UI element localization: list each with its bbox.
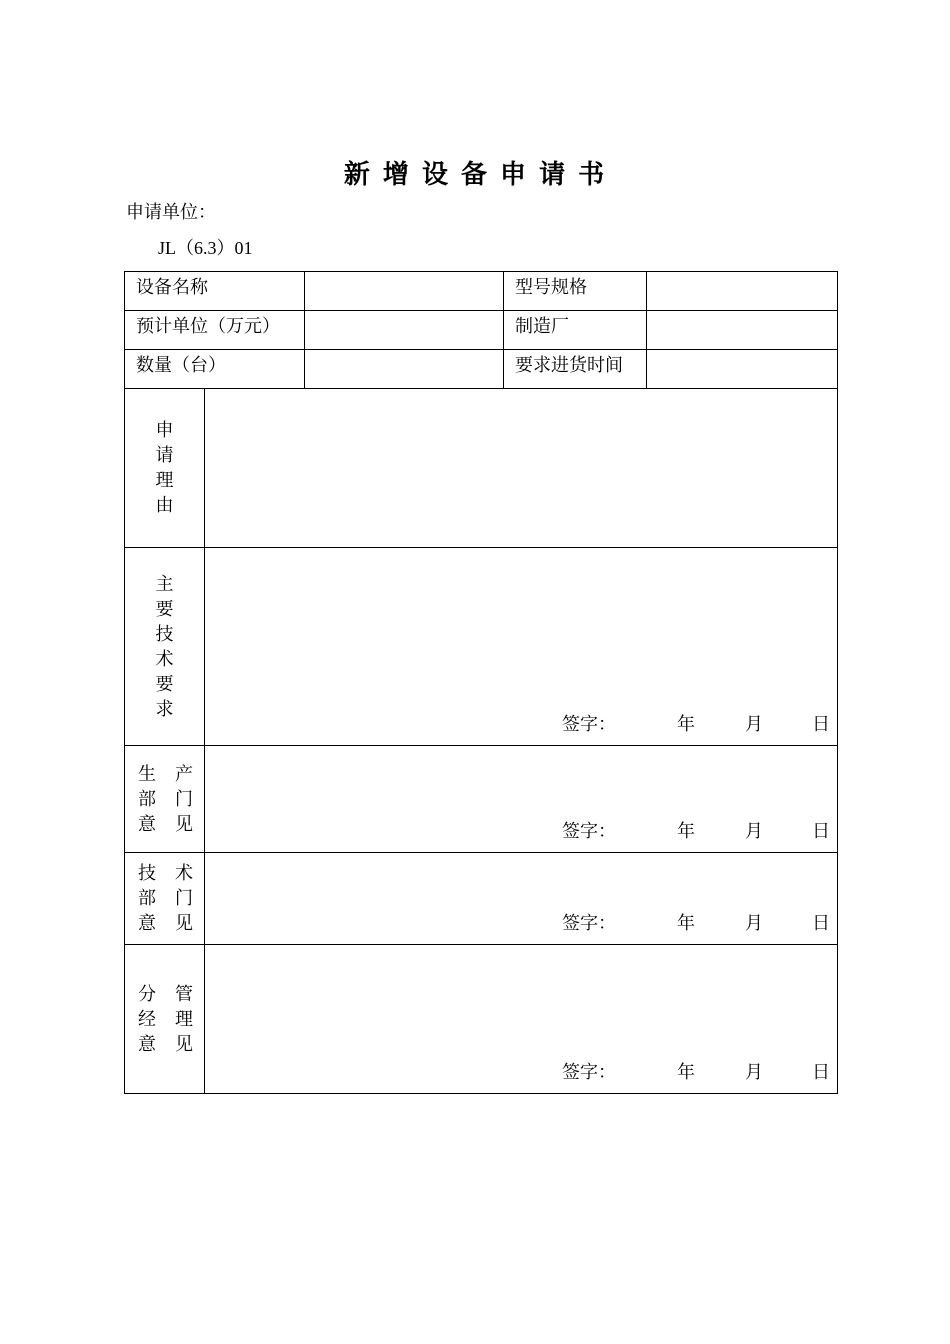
production-dept-opinion-content <box>205 746 838 853</box>
production-dept-opinion-label: 生 产 部 门 意 见 <box>125 746 205 853</box>
delivery-time-value <box>647 350 838 389</box>
signature-line <box>205 911 837 935</box>
signature-year: 年 <box>677 1062 695 1082</box>
form-title: 新 增 设 备 申 请 书 <box>343 160 607 190</box>
section-technical-dept-opinion <box>125 853 838 945</box>
signature-month: 月 <box>745 821 763 841</box>
technical-dept-opinion-label: 技 术 部 门 意 见 <box>125 853 205 945</box>
info-row-estimated-unit <box>125 311 838 350</box>
model-spec-label: 型号规格 <box>504 272 647 311</box>
technical-requirements-label: 主 要 技 术 要 求 <box>125 548 205 746</box>
signature-label: 签字： <box>562 1062 616 1082</box>
signature-day: 日 <box>812 714 830 734</box>
application-reason-label: 申 请 理 由 <box>125 389 205 548</box>
section-technical-requirements <box>125 548 838 746</box>
section-application-reason <box>125 389 838 548</box>
signature-day: 日 <box>812 1062 830 1082</box>
application-reason-content <box>205 389 838 548</box>
applicant-unit-label: 申请单位： <box>126 202 216 222</box>
signature-label: 签字： <box>562 913 616 933</box>
equipment-name-label: 设备名称 <box>125 272 305 311</box>
signature-year: 年 <box>677 714 695 734</box>
estimated-unit-value <box>305 311 504 350</box>
signature-line <box>205 712 837 736</box>
signature-line <box>205 819 837 843</box>
signature-line <box>205 1060 837 1084</box>
manufacturer-label: 制造厂 <box>504 311 647 350</box>
manufacturer-value <box>647 311 838 350</box>
signature-month: 月 <box>745 714 763 734</box>
delivery-time-label: 要求进货时间 <box>504 350 647 389</box>
signature-month: 月 <box>745 1062 763 1082</box>
signature-day: 日 <box>812 821 830 841</box>
signature-label: 签字： <box>562 821 616 841</box>
signature-day: 日 <box>812 913 830 933</box>
model-spec-value <box>647 272 838 311</box>
equipment-name-value <box>305 272 504 311</box>
quantity-value <box>305 350 504 389</box>
estimated-unit-label: 预计单位（万元） <box>125 311 305 350</box>
technical-dept-opinion-content <box>205 853 838 945</box>
info-row-equipment-name <box>125 272 838 311</box>
quantity-label: 数量（台） <box>125 350 305 389</box>
equipment-info-table <box>124 271 838 389</box>
signature-month: 月 <box>745 913 763 933</box>
info-row-quantity <box>125 350 838 389</box>
technical-requirements-content <box>205 548 838 746</box>
signature-year: 年 <box>677 913 695 933</box>
section-production-dept-opinion <box>125 746 838 853</box>
signature-year: 年 <box>677 821 695 841</box>
manager-opinion-content <box>205 945 838 1094</box>
signature-label: 签字： <box>562 714 616 734</box>
section-manager-opinion <box>125 945 838 1094</box>
form-code: JL（6.3）01 <box>158 238 253 258</box>
manager-opinion-label: 分 管 经 理 意 见 <box>125 945 205 1094</box>
opinion-sections-table <box>124 388 838 1094</box>
